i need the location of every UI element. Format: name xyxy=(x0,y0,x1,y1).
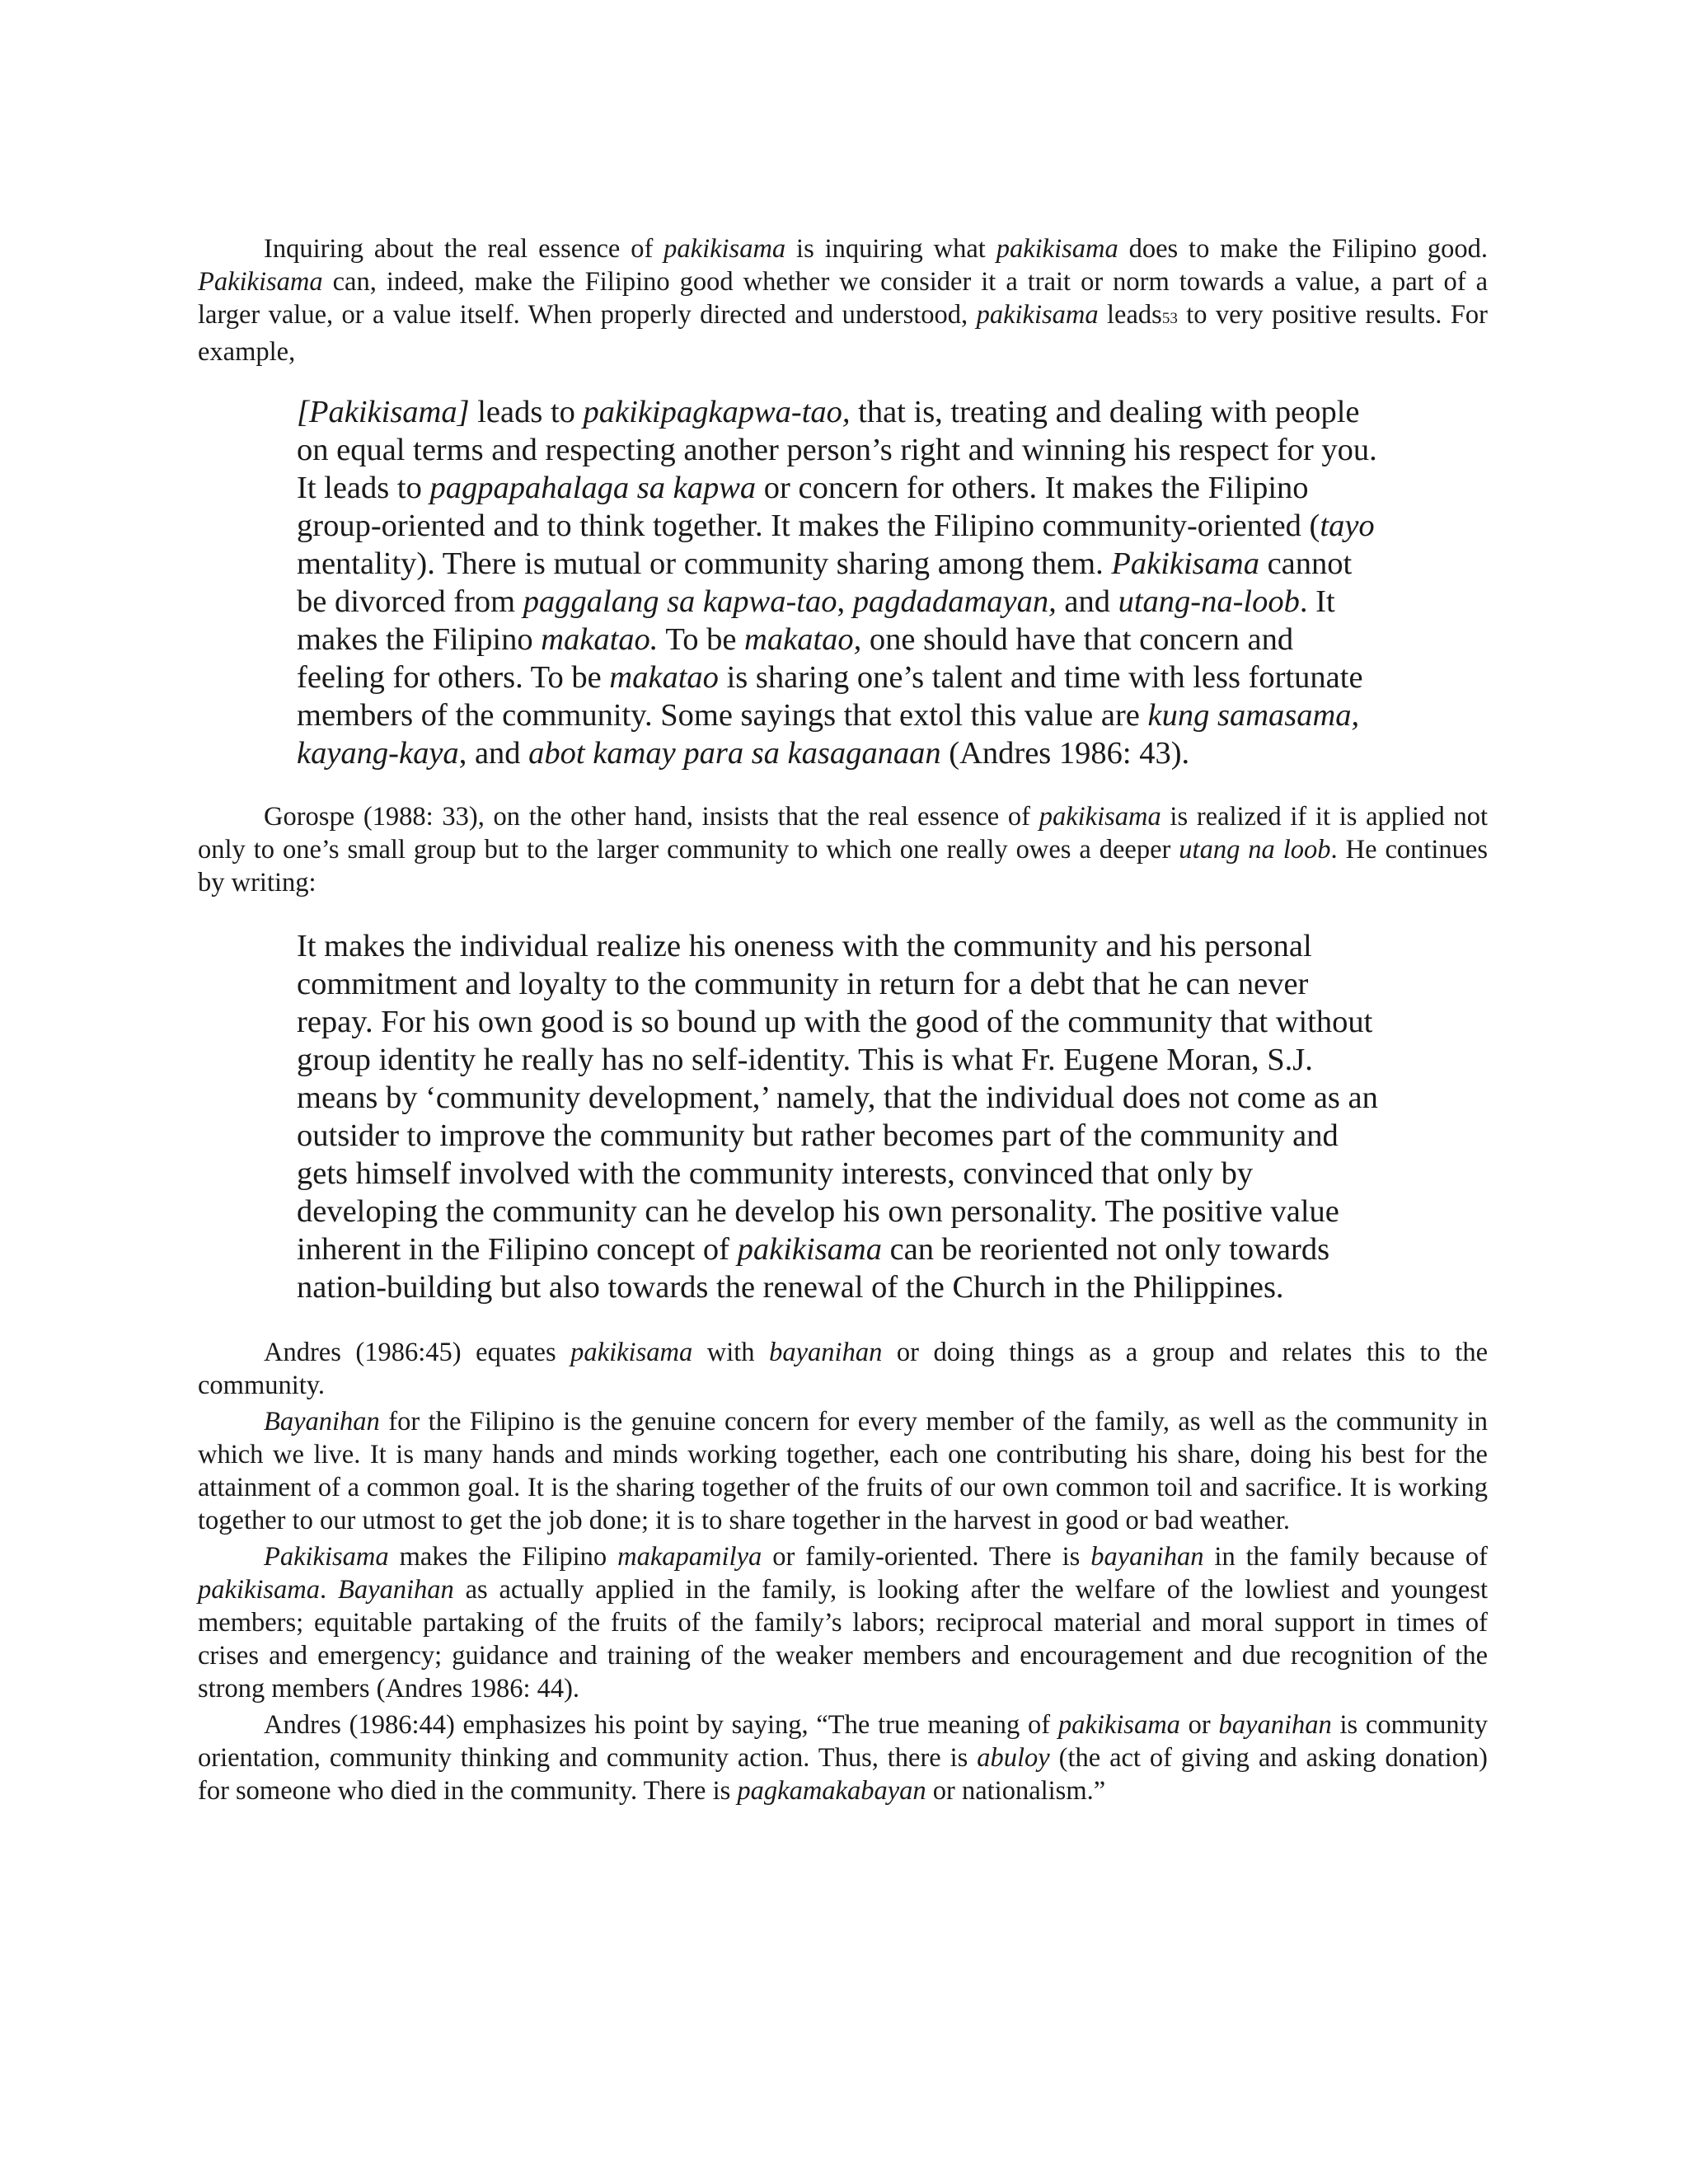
block-quote-andres: [Pakikisama] leads to pakikipagkapwa-tao, that is, treating and dealing with people on equal terms and respecting another person’s right and winning his respect for you. It leads to pagpapahalaga sa kapwa or concern for others. It makes the Filipino group-oriented and to think together. It makes the Filipino community-oriented (tayo mentality). There is mutual or community sharing among them. Pakikisama cannot be divorced from paggalang sa kapwa-tao, pagdadamayan, and utang-na-loob. It makes the Filipino makatao. To be makatao, one should have that concern and feeling for others. To be makatao is sharing one’s talent and time with less fortunate members of the community. Some sayings that extol this value are kung samasama, kayang-kaya, and abot kamay para sa kasaganaan (Andres 1986: 43). xyxy=(297,395,1377,771)
body-paragraph-6: Andres (1986:44) emphasizes his point by saying, “The true meaning of pakikisama or bayanihan is community orientation, community thinking and community action. Thus, there is abuloy (the act of giving and asking donation) for someone who died in the community. There is pagkamakabayan or nationalism.” xyxy=(198,1710,1489,1806)
document-page xyxy=(198,232,1488,1807)
body-paragraph-4: Bayanihan for the Filipino is the genuine concern for every member of the family, as well as the community in which we live. It is many hands and minds working together, each one contributing his share, doing his best for the attainment of a common goal. It is the sharing together of the fruits of our own common toil and sacrifice. It is working together to our utmost to get the job done; it is to share together in the harvest in good or bad weather. xyxy=(198,1407,1488,1535)
body-paragraph-5: Pakikisama makes the Filipino makapamilya or family-oriented. There is bayanihan in the family because of pakikisama. Bayanihan as actually applied in the family, is looking after the welfare of the lowliest and youngest members; equitable partaking of the fruits of the family’s labors; reciprocal material and moral support in times of crises and emergency; guidance and training of the weaker members and encouragement and due recognition of the strong members (Andres 1986: 44). xyxy=(198,1542,1488,1704)
body-paragraph-3: Andres (1986:45) equates pakikisama with bayanihan or doing things as a group and relates this to the community. xyxy=(198,1338,1489,1400)
block-quote-gorospe: It makes the individual realize his oneness with the community and his personal commitment and loyalty to the community in return for a debt that he can never repay. For his own good is so bound up with the good of the community that without group identity he really has no self-identity. This is what Fr. Eugene Moran, S.J. means by ‘community development,’ namely, that the individual does not come as an outsider to improve the community but rather becomes part of the community and gets himself involved with the community interests, convinced that only by developing the community can he develop his own personality. The positive value inherent in the Filipino concept of pakikisama can be reoriented not only towards nation-building but also towards the renewal of the Church in the Philippines. xyxy=(297,929,1378,1305)
body-paragraph-1: Inquiring about the real essence of pakikisama is inquiring what pakikisama does to make the Filipino good. Pakikisama can, indeed, make the Filipino good whether we consider it a trait or norm towards a value, a part of a larger value, or a value itself. When properly directed and understood, pakikisama leads53 to very positive results. For example, xyxy=(198,234,1488,367)
footnote-marker: 53 xyxy=(1161,310,1178,327)
body-paragraph-2: Gorospe (1988: 33), on the other hand, insists that the real essence of pakikisama is realized if it is applied not only to one’s small group but to the larger community to which one really owes a deeper utang na loob. He continues by writing: xyxy=(198,802,1489,898)
